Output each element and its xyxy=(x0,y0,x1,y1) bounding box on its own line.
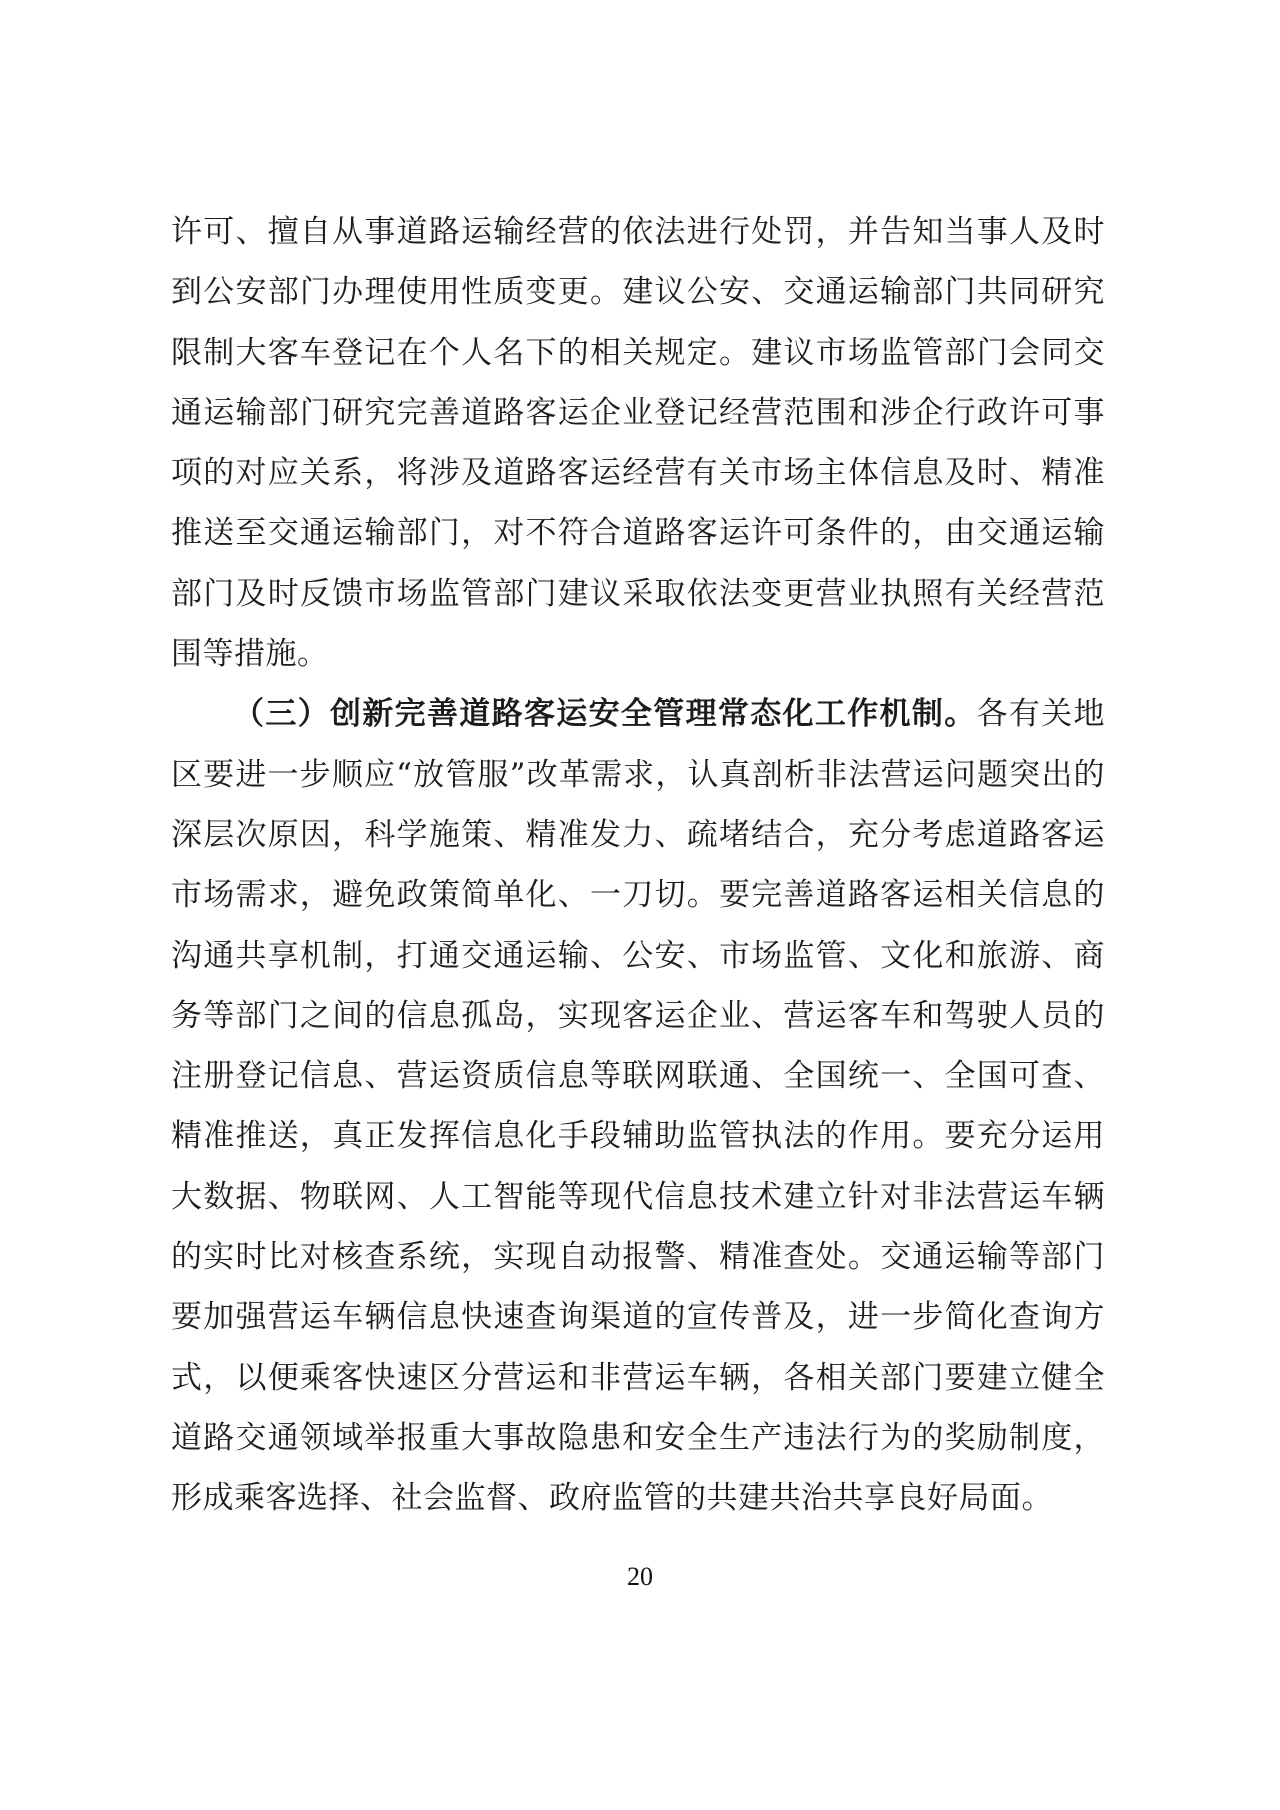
page-footer xyxy=(0,1562,1280,1592)
paragraph-heading-text: （三）创新完善道路客运安全管理常态化工作机制。 xyxy=(233,696,977,733)
paragraph-text: 各有关地区要进一步顺应“放管服”改革需求，认真剖析非法营运问题突出的深层次原因，科学施策、精准发力、疏堵结合，充分考虑道路客运市场需求，避免政策简单化、一刀切。要完善道路客运相关信息的沟通共享机制，打通交通运输、公安、市场监管、文化和旅游、商务等部门之间的信息孤岛，实现客运企业、营运客车和驾驶人员的注册登记信息、营运资质信息等联网联通、全国统一、全国可查、精准推送，真正发挥信息化手段辅助监管执法的作用。要充分运用大数据、物联网、人工智能等现代信息技术建立针对非法营运车辆的实时比对核查系统，实现自动报警、精准查处。交通运输等部门要加强营运车辆信息快速查询渠道的宣传普及，进一步简化查询方式，以便乘客快速区分营运和非营运车辆，各相关部门要建立健全道路交通领域举报重大事故隐患和安全生产违法行为的奖励制度，形成乘客选择、社会监督、政府监管的共建共治共享良好局面。 xyxy=(171,696,1106,1517)
paragraph-text: 许可、擅自从事道路运输经营的依法进行处罚，并告知当事人及时到公安部门办理使用性质变更。建议公安、交通运输部门共同研究限制大客车登记在个人名下的相关规定。建议市场监管部门会同交通运输部门研究完善道路客运企业登记经营范围和涉企行政许可事项的对应关系，将涉及道路客运经营有关市场主体信息及时、精准推送至交通运输部门，对不符合道路客运许可条件的，由交通运输部门及时反馈市场监管部门建议采取依法变更营业执照有关经营范围等措施。 xyxy=(171,214,1105,673)
paragraph xyxy=(171,202,1105,684)
page-number: 20 xyxy=(627,1562,653,1591)
paragraph xyxy=(171,684,1105,1528)
document-body xyxy=(171,202,1105,1529)
